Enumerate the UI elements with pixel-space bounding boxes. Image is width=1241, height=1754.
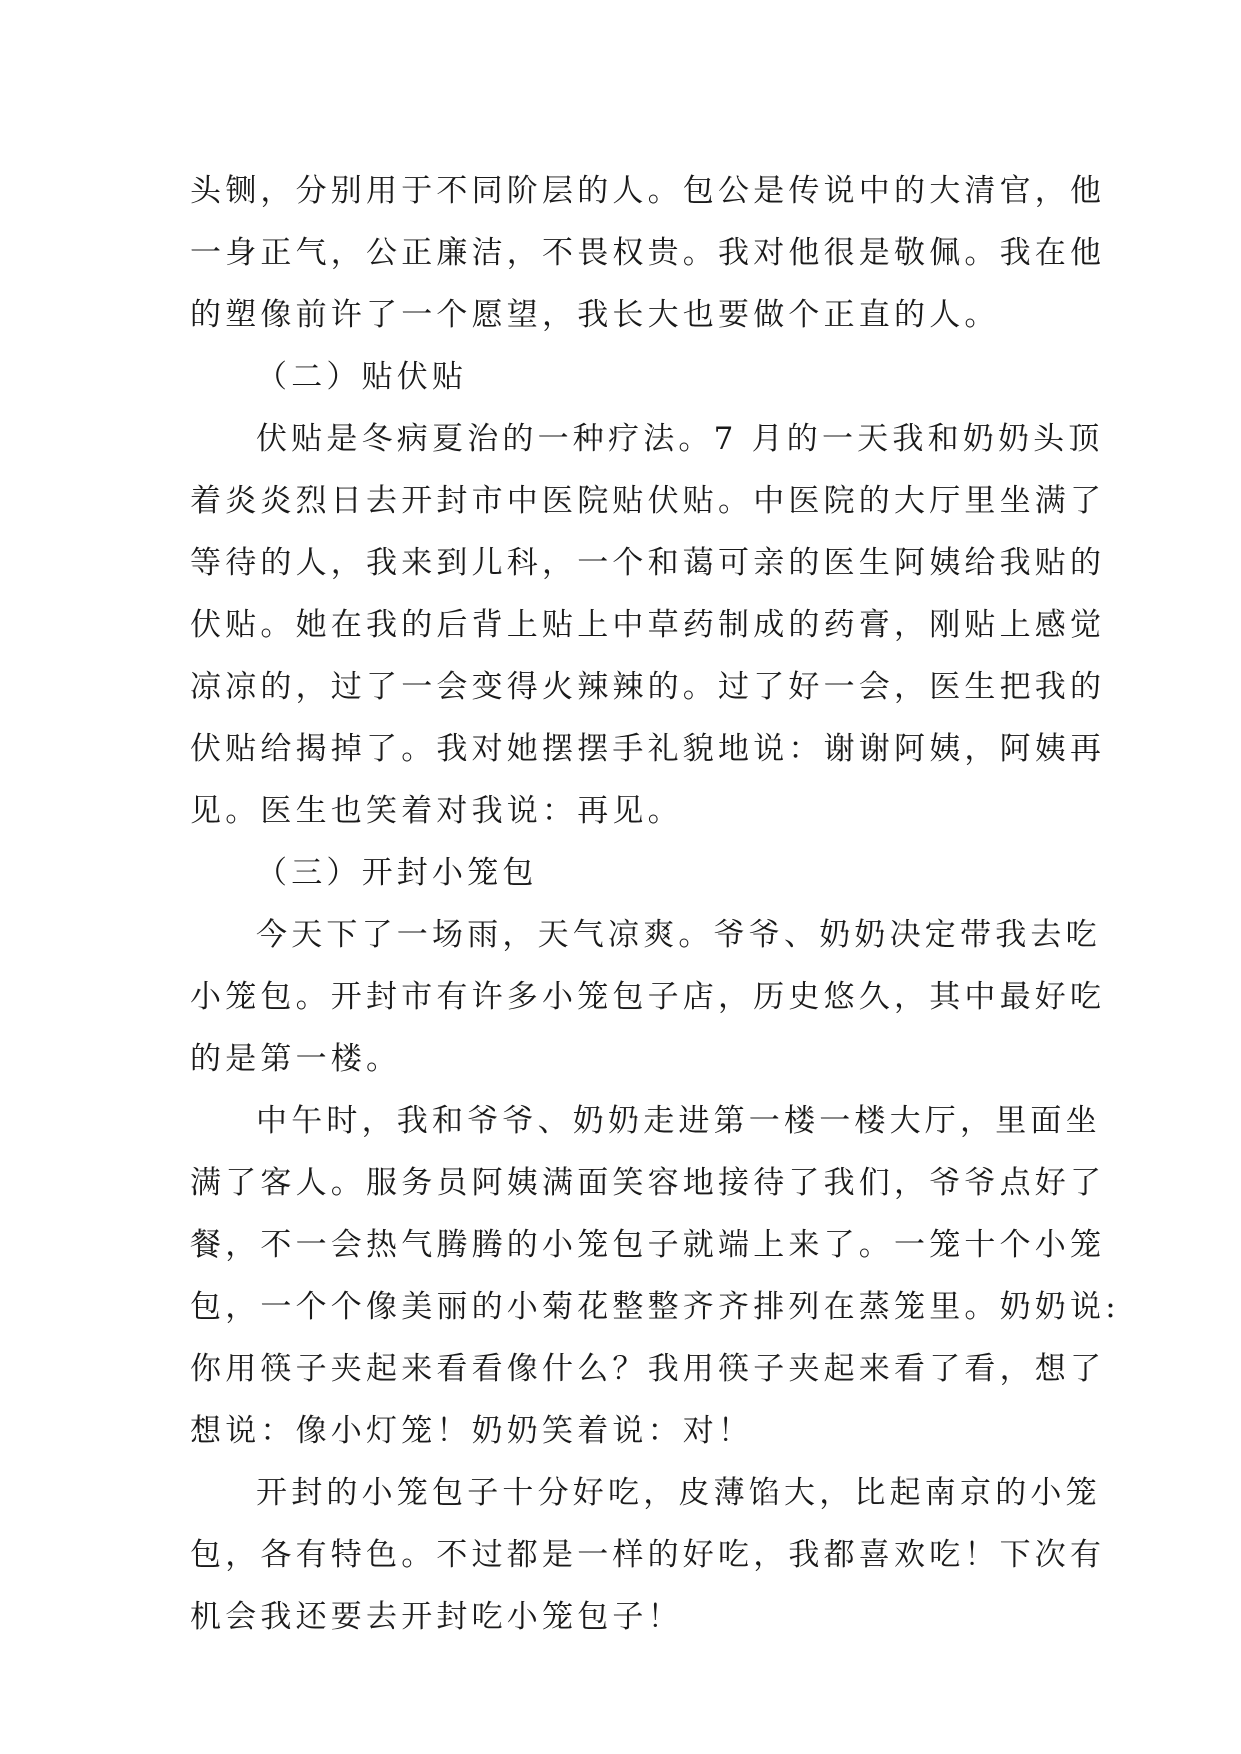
text-line: 想说：像小灯笼！奶奶笑着说：对！	[190, 1413, 754, 1449]
text-line: 中午时，我和爷爷、奶奶走进第一楼一楼大厅，里面坐	[256, 1103, 1101, 1139]
text-line: 餐，不一会热气腾腾的小笼包子就端上来了。一笼十个小笼	[190, 1227, 1106, 1263]
text-line: 的是第一楼。	[190, 1041, 402, 1077]
text-line: 你用筷子夹起来看看像什么？我用筷子夹起来看了看，想了	[190, 1351, 1106, 1387]
text-line: 机会我还要去开封吃小笼包子！	[190, 1599, 683, 1635]
text-line: 开封的小笼包子十分好吃，皮薄馅大，比起南京的小笼	[256, 1475, 1101, 1511]
text-line: 着炎炎烈日去开封市中医院贴伏贴。中医院的大厅里坐满了	[190, 483, 1106, 519]
text-line: 包，各有特色。不过都是一样的好吃，我都喜欢吃！下次有	[190, 1537, 1106, 1573]
text-line: 一身正气，公正廉洁，不畏权贵。我对他很是敬佩。我在他	[190, 235, 1106, 271]
section-heading-3: （三）开封小笼包	[256, 855, 538, 891]
text-line: 伏贴。她在我的后背上贴上中草药制成的药膏，刚贴上感觉	[190, 607, 1106, 643]
text-line: 的塑像前许了一个愿望，我长大也要做个正直的人。	[190, 297, 1000, 333]
text-line: 今天下了一场雨，天气凉爽。爷爷、奶奶决定带我去吃	[256, 917, 1101, 953]
text-line: 满了客人。服务员阿姨满面笑容地接待了我们，爷爷点好了	[190, 1165, 1106, 1201]
text-line: 见。医生也笑着对我说：再见。	[190, 793, 683, 829]
text-line: 包，一个个像美丽的小菊花整整齐齐排列在蒸笼里。奶奶说:	[190, 1289, 1120, 1325]
section-heading-2: （二）贴伏贴	[256, 359, 468, 395]
text-line: 伏贴给揭掉了。我对她摆摆手礼貌地说：谢谢阿姨，阿姨再	[190, 731, 1106, 767]
text-line: 等待的人，我来到儿科，一个和蔼可亲的医生阿姨给我贴的	[190, 545, 1106, 581]
text-line: 头铡，分别用于不同阶层的人。包公是传说中的大清官，他	[190, 173, 1106, 209]
text-line: 凉凉的，过了一会变得火辣辣的。过了好一会，医生把我的	[190, 669, 1106, 705]
text-line: 伏贴是冬病夏治的一种疗法。7 月的一天我和奶奶头顶	[256, 421, 1104, 457]
body-text	[190, 160, 1120, 1648]
text-line: 小笼包。开封市有许多小笼包子店，历史悠久，其中最好吃	[190, 979, 1106, 1015]
